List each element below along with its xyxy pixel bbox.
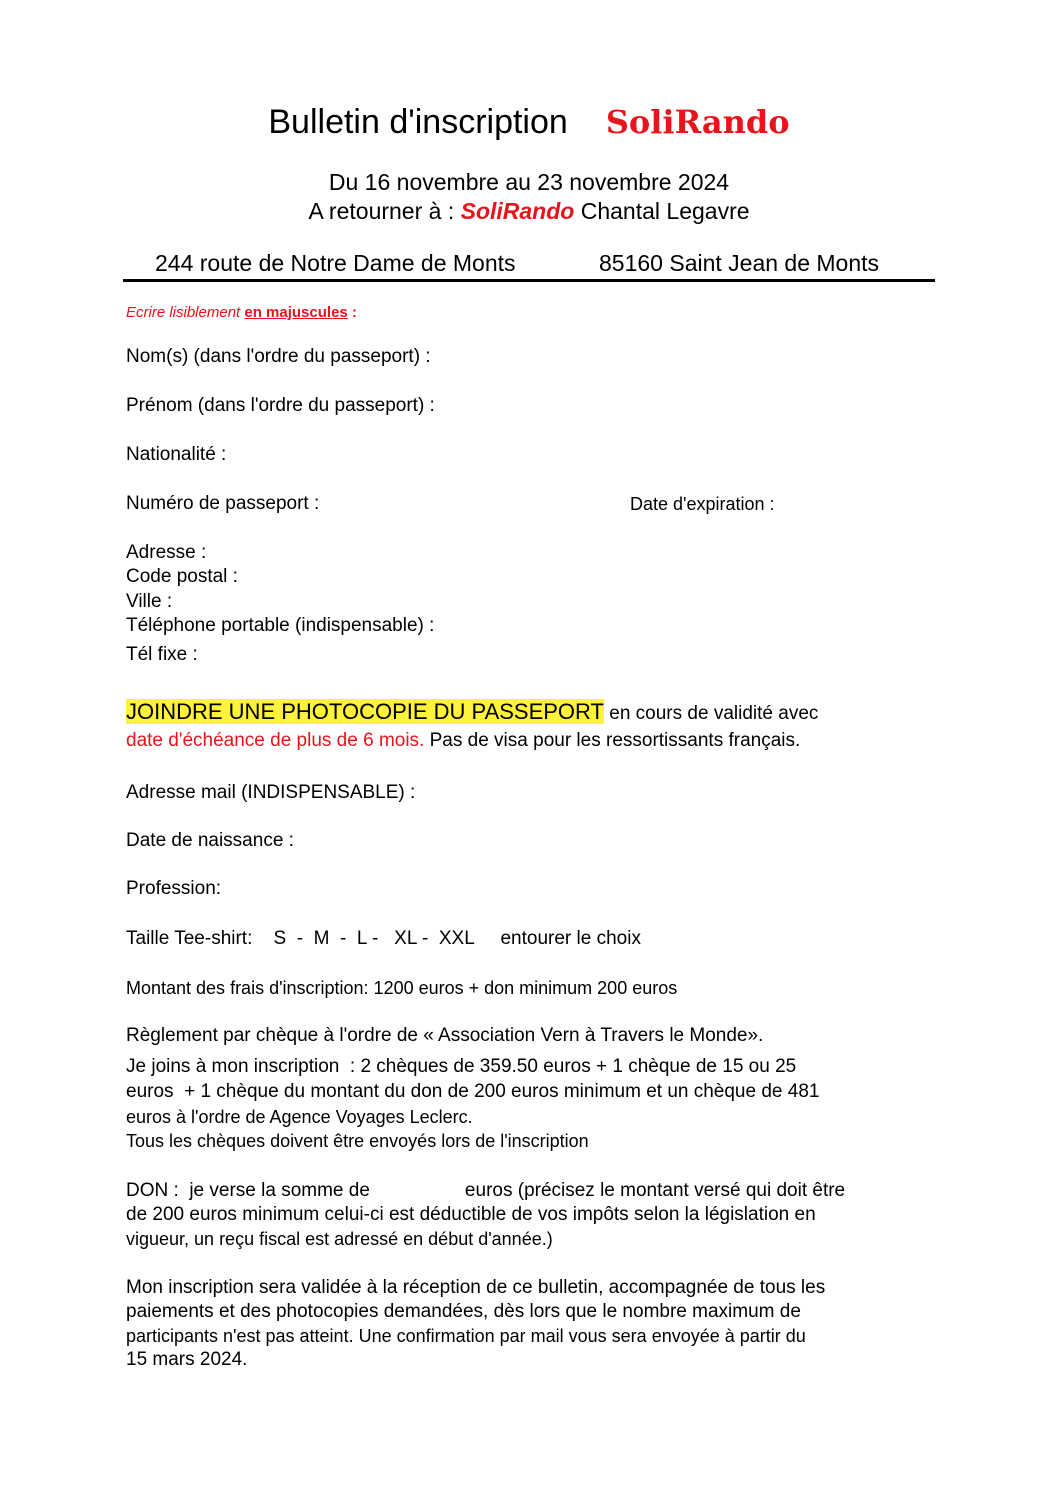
field-passeport: Numéro de passeport :	[126, 493, 320, 514]
field-ville: Ville :	[126, 591, 173, 612]
reglement-line-4: euros à l'ordre de Agence Voyages Leclerc.	[126, 1107, 473, 1127]
montant-text: Montant des frais d'inscription: 1200 euros + don minimum 200 euros	[126, 978, 678, 998]
field-prenom: Prénom (dans l'ordre du passeport) :	[126, 395, 435, 416]
validation-line-3: participants n'est pas atteint. Une confirmation par mail vous sera envoyée à partir du	[126, 1326, 806, 1346]
page-title	[0, 100, 1058, 144]
field-mail: Adresse mail (INDISPENSABLE) :	[126, 782, 416, 803]
instruction-colon: :	[347, 304, 357, 321]
field-taille: Taille Tee-shirt: S - M - L - XL - XXL entourer le choix	[126, 928, 641, 949]
passport-line2-rest: Pas de visa pour les ressortissants français.	[424, 730, 801, 751]
field-code-postal: Code postal :	[126, 566, 238, 587]
address-street: 244 route de Notre Dame de Monts	[155, 250, 516, 276]
event-dates: Du 16 novembre au 23 novembre 2024	[328, 169, 730, 195]
validation-line-1: Mon inscription sera validée à la réception de ce bulletin, accompagnée de tous les	[126, 1277, 826, 1298]
return-prefix: A retourner à :	[308, 198, 461, 224]
instruction-underlined: en majuscules	[244, 304, 348, 321]
field-naissance: Date de naissance :	[126, 830, 294, 851]
don-line-1: DON : je verse la somme de euros (précisez le montant versé qui doit être	[126, 1180, 846, 1201]
instruction-text: Ecrire lisiblement	[126, 304, 245, 321]
header-divider	[123, 279, 935, 282]
reglement-line-5: Tous les chèques doivent être envoyés lors de l'inscription	[126, 1131, 589, 1151]
address-city: 85160 Saint Jean de Monts	[599, 250, 880, 276]
reglement-line-1: Règlement par chèque à l'ordre de « Association Vern à Travers le Monde».	[126, 1025, 764, 1046]
field-fixe: Tél fixe :	[126, 644, 198, 665]
passport-line1-rest: en cours de validité avec	[603, 703, 819, 724]
field-adresse: Adresse :	[126, 542, 207, 563]
return-brand: SoliRando	[460, 198, 575, 224]
don-line-2: de 200 euros minimum celui-ci est déductible de vos impôts selon la législation en	[126, 1204, 816, 1225]
field-profession: Profession:	[126, 878, 222, 899]
writing-instruction	[126, 303, 357, 323]
reglement-line-3: euros + 1 chèque du montant du don de 200 euros minimum et un chèque de 481	[126, 1081, 820, 1102]
title-text: Bulletin d'inscription	[268, 103, 568, 141]
field-nom: Nom(s) (dans l'ordre du passeport) :	[126, 346, 431, 367]
field-portable: Téléphone portable (indispensable) :	[126, 615, 435, 636]
passport-red-text: date d'échéance de plus de 6 mois.	[126, 730, 425, 751]
passport-notice-line1	[126, 699, 818, 727]
passport-notice-line2	[126, 729, 800, 753]
passport-highlight: JOINDRE UNE PHOTOCOPIE DU PASSEPORT	[126, 699, 604, 724]
return-name: Chantal Legavre	[574, 198, 750, 224]
return-to-line	[0, 197, 1058, 225]
field-nationalite: Nationalité :	[126, 444, 227, 465]
reglement-line-2: Je joins à mon inscription : 2 chèques de 359.50 euros + 1 chèque de 15 ou 25	[126, 1056, 797, 1077]
validation-line-2: paiements et des photocopies demandées, dès lors que le nombre maximum de	[126, 1301, 801, 1322]
field-expiration: Date d'expiration :	[630, 494, 775, 514]
don-line-3: vigueur, un reçu fiscal est adressé en début d'année.)	[126, 1229, 553, 1249]
brand-logo: SoliRando	[605, 103, 790, 141]
validation-line-4: 15 mars 2024.	[126, 1349, 248, 1370]
